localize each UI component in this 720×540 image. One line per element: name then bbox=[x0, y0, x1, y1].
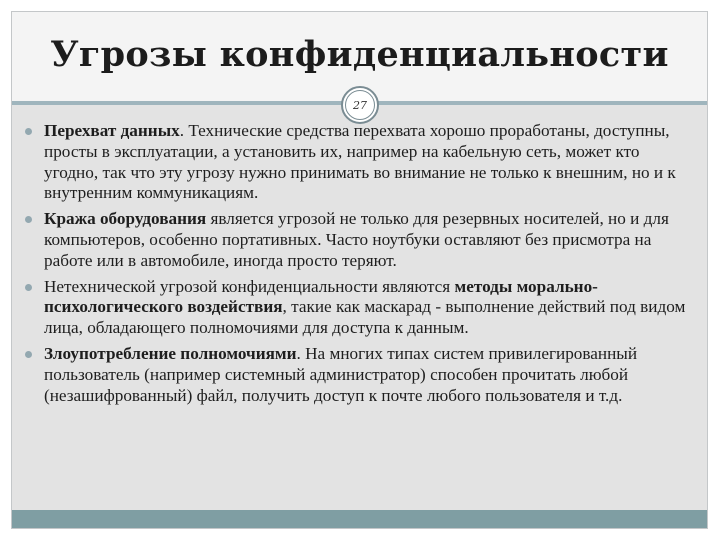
bullet-heading: Перехват данных bbox=[44, 121, 180, 140]
bullet-text: . Технические средства перехвата хорошо проработаны, доступны, просты в эксплуатации, а установить их, например на кабельную сеть, может кто угодно, так что эту угрозу нужно принимать во внимание не только к внешним, но и к внутренним коммуникациям. bbox=[44, 121, 676, 203]
page-number-badge bbox=[341, 86, 379, 124]
bullet-text: , такие как маскарад - выполнение действий под видом лица, обладающего полномочиями для доступа к данным. bbox=[44, 297, 686, 338]
bullet-heading: Кража оборудования bbox=[44, 209, 207, 229]
bullet-list bbox=[22, 121, 697, 411]
slide bbox=[11, 11, 708, 529]
bullet-intro: Нетехнической угрозой конфиденциальности являются bbox=[44, 276, 455, 296]
bullet-heading: Злоупотребление полномочиями bbox=[44, 343, 297, 363]
bullet-icon bbox=[25, 216, 32, 223]
bullet-icon bbox=[25, 284, 32, 291]
bottom-bar bbox=[12, 510, 707, 528]
bullet-icon bbox=[25, 351, 32, 358]
bullet-text: . На многих типах систем привилегированный пользователь (например системный администратор) способен прочитать любой (незашифрованный) файл, получить доступ к почте любого пользователя и т.д. bbox=[44, 343, 638, 405]
page-number: 27 bbox=[345, 90, 375, 120]
list-item bbox=[22, 209, 697, 271]
list-item bbox=[22, 277, 697, 339]
bullet-heading: методы морально-психологического воздействия bbox=[44, 276, 598, 317]
slide-title: Угрозы конфиденциальности bbox=[50, 34, 669, 75]
list-item bbox=[22, 121, 697, 204]
bullet-icon bbox=[25, 128, 32, 135]
list-item bbox=[22, 344, 697, 406]
bullet-text: является угрозой не только для резервных носителей, но и для компьютеров, особенно портативных. Часто ноутбуки оставляют без присмотра на работе или в автомобиле, иногда просто теряют. bbox=[44, 209, 669, 270]
